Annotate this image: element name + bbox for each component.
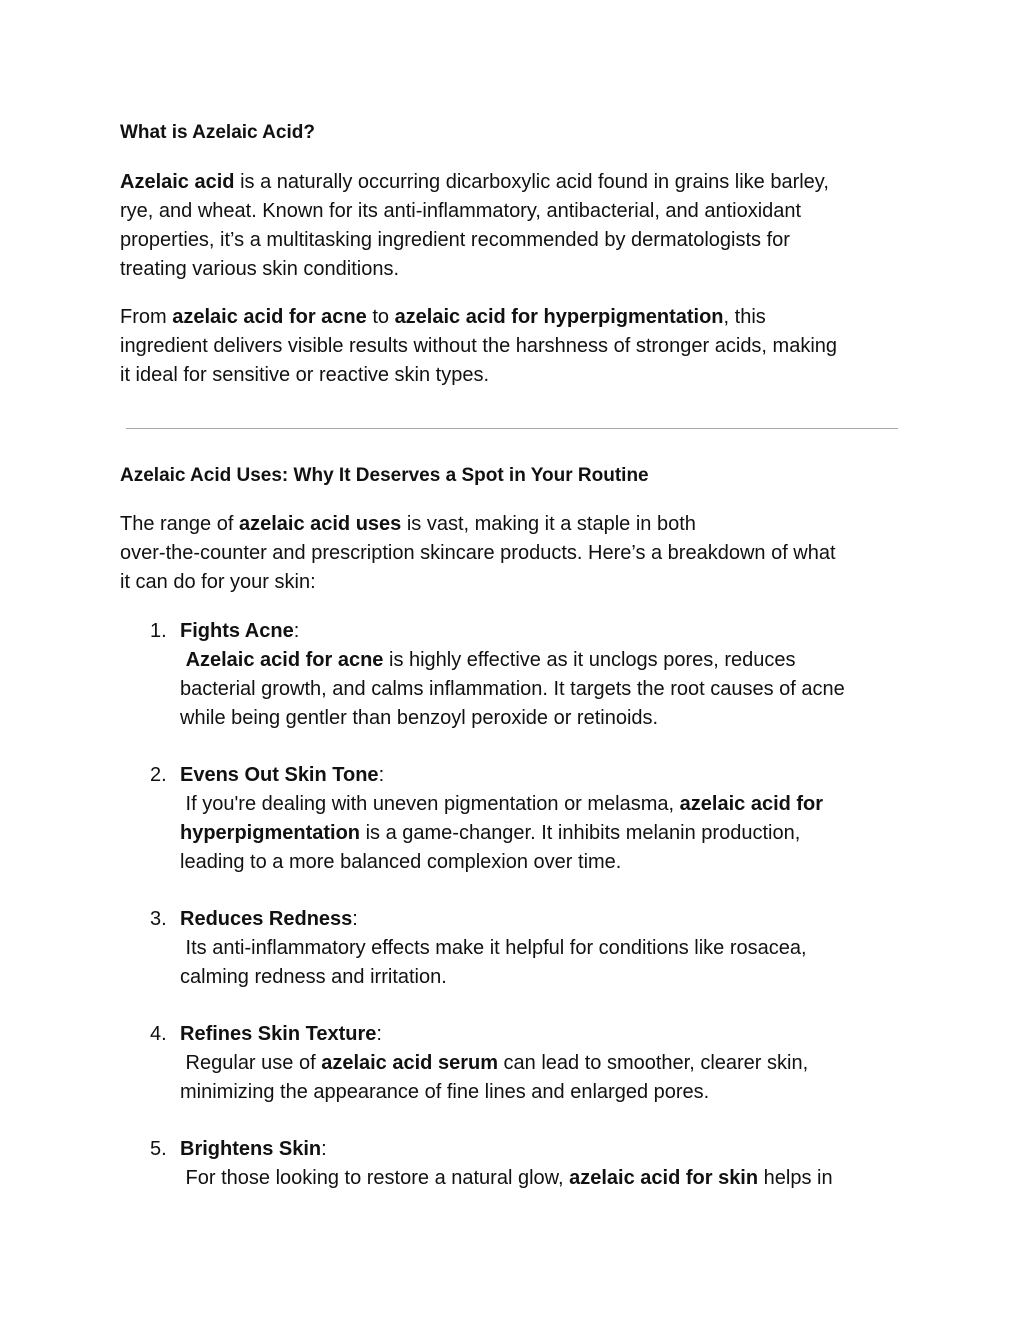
list-item-text xyxy=(180,1049,910,1107)
list-item-title-line: Reduces Redness: xyxy=(180,908,358,930)
bold-keyword: azelaic acid serum xyxy=(321,1052,498,1074)
list-item-body xyxy=(180,761,910,877)
list-item-text xyxy=(180,1164,910,1193)
bold-keyword: Azelaic acid for acne xyxy=(185,649,384,671)
intro-paragraph xyxy=(120,168,910,284)
list-item-body xyxy=(180,1135,910,1193)
list-item-number: 5. xyxy=(150,1138,167,1160)
text-line: over-the-counter and prescription skincare products. Here’s a breakdown of what xyxy=(120,542,836,564)
list-item-number: 3. xyxy=(150,908,167,930)
uses-intro-paragraph xyxy=(120,510,910,597)
text-line: calming redness and irritation. xyxy=(180,966,447,988)
list-item-title-line: Evens Out Skin Tone: xyxy=(180,764,385,786)
text-line: From azelaic acid for acne to azelaic acid for hyperpigmentation, this xyxy=(120,306,766,328)
text-line: hyperpigmentation is a game-changer. It inhibits melanin production, xyxy=(180,822,801,844)
bold-keyword: azelaic acid for skin xyxy=(569,1167,759,1189)
uses-summary-paragraph xyxy=(120,303,910,390)
bold-keyword: azelaic acid uses xyxy=(238,513,402,535)
list-item-text xyxy=(180,934,910,992)
text-line: leading to a more balanced complexion over time. xyxy=(180,851,622,873)
text-line: while being gentler than benzoyl peroxide or retinoids. xyxy=(180,707,659,729)
text-line: Azelaic acid is a naturally occurring dicarboxylic acid found in grains like barley, xyxy=(120,171,829,193)
bold-keyword: hyperpigmentation xyxy=(180,822,361,844)
list-item-number: 2. xyxy=(150,764,167,786)
text-line: Azelaic acid for acne is highly effective as it unclogs pores, reduces xyxy=(185,649,796,671)
bold-keyword: Azelaic acid xyxy=(120,171,235,193)
text-line: it can do for your skin: xyxy=(120,571,316,593)
list-item-body xyxy=(180,617,910,733)
text-line: ingredient delivers visible results without the harshness of stronger acids, making xyxy=(120,335,838,357)
bold-keyword: azelaic acid for acne xyxy=(172,306,367,328)
text-line: rye, and wheat. Known for its anti-inflammatory, antibacterial, and antioxidant xyxy=(120,200,802,222)
text-line: Its anti-inflammatory effects make it helpful for conditions like rosacea, xyxy=(180,937,807,959)
section-heading-what-is: What is Azelaic Acid? xyxy=(120,122,315,143)
text-line: For those looking to restore a natural glow, azelaic acid for skin helps in xyxy=(180,1167,833,1189)
list-item-title: Fights Acne xyxy=(180,620,294,642)
text-line: minimizing the appearance of fine lines and enlarged pores. xyxy=(180,1081,710,1103)
text-line: bacterial growth, and calms inflammation. It targets the root causes of acne xyxy=(180,678,845,700)
list-item-title: Reduces Redness xyxy=(180,908,353,930)
list-item-title: Brightens Skin xyxy=(180,1138,322,1160)
list-item-title: Refines Skin Texture xyxy=(180,1023,377,1045)
text-line: it ideal for sensitive or reactive skin types. xyxy=(120,364,490,386)
list-item-number: 4. xyxy=(150,1023,167,1045)
list-item-text xyxy=(180,646,910,733)
bold-keyword: azelaic acid for xyxy=(679,793,824,815)
text-line: The range of azelaic acid uses is vast, making it a staple in both xyxy=(120,513,696,535)
text-line: properties, it’s a multitasking ingredient recommended by dermatologists for xyxy=(120,229,790,251)
list-item-body xyxy=(180,905,910,992)
section-divider xyxy=(126,428,898,429)
bold-keyword: azelaic acid for hyperpigmentation xyxy=(394,306,724,328)
list-item-title-line: Refines Skin Texture: xyxy=(180,1023,382,1045)
list-item-body xyxy=(180,1020,910,1107)
list-item-number: 1. xyxy=(150,620,167,642)
text-line: Regular use of azelaic acid serum can lead to smoother, clearer skin, xyxy=(180,1052,809,1074)
list-item-title: Evens Out Skin Tone xyxy=(180,764,379,786)
list-item-title-line: Fights Acne: xyxy=(180,620,300,642)
text-line: treating various skin conditions. xyxy=(120,258,400,280)
list-item-title-line: Brightens Skin: xyxy=(180,1138,327,1160)
text-line: If you're dealing with uneven pigmentation or melasma, azelaic acid for xyxy=(180,793,824,815)
section-heading-uses: Azelaic Acid Uses: Why It Deserves a Spot in Your Routine xyxy=(120,465,649,486)
list-item-text xyxy=(180,790,910,877)
